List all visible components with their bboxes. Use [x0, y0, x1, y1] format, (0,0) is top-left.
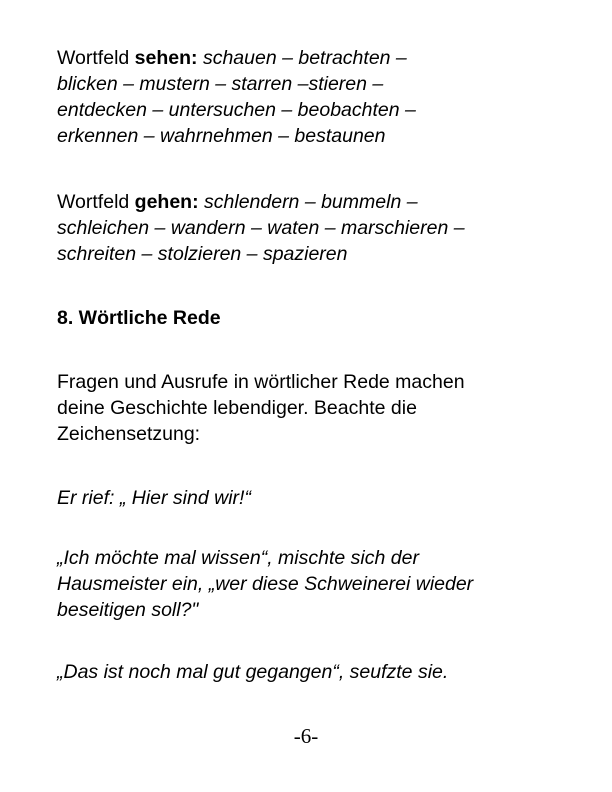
intro-line-3: Zeichensetzung: — [57, 423, 201, 445]
wortfeld-sehen-paragraph — [57, 45, 557, 149]
example-3: „Das ist noch mal gut gegangen“, seufzte sie. — [57, 661, 449, 683]
example-2-line-2: Hausmeister ein, „wer diese Schweinerei wieder — [57, 573, 474, 595]
wortfeld-sehen-line-4: erkennen – wahrnehmen – bestaunen — [57, 125, 386, 147]
intro-paragraph — [57, 369, 557, 447]
wortfeld-sehen-line-3: entdecken – untersuchen – beobachten – — [57, 99, 416, 121]
intro-line-1: Fragen und Ausrufe in wörtlicher Rede machen — [57, 371, 465, 393]
section-heading: 8. Wörtliche Rede — [57, 307, 221, 329]
wortfeld-sehen-keyword: sehen: — [134, 47, 198, 69]
wortfeld-sehen-line-2: blicken – mustern – starren –stieren – — [57, 73, 384, 95]
wortfeld-sehen-line-1: schauen – betrachten – — [197, 47, 407, 69]
wortfeld-gehen-line-1: schlendern – bummeln – — [198, 191, 418, 213]
wortfeld-gehen-line-3: schreiten – stolzieren – spazieren — [57, 243, 348, 265]
page-number: -6- — [293, 724, 319, 748]
example-1: Er rief: „ Hier sind wir!“ — [57, 487, 251, 509]
intro-line-2: deine Geschichte lebendiger. Beachte die — [57, 397, 417, 419]
example-2 — [57, 545, 557, 623]
wortfeld-gehen-keyword: gehen: — [134, 191, 199, 213]
example-2-line-3: beseitigen soll?" — [57, 599, 199, 621]
wortfeld-gehen-prefix: Wortfeld — [57, 191, 135, 213]
wortfeld-gehen-line-2: schleichen – wandern – waten – marschieren – — [57, 217, 465, 239]
wortfeld-gehen-paragraph — [57, 189, 557, 267]
example-2-line-1: „Ich möchte mal wissen“, mischte sich der — [57, 547, 419, 569]
wortfeld-sehen-prefix: Wortfeld — [57, 47, 135, 69]
